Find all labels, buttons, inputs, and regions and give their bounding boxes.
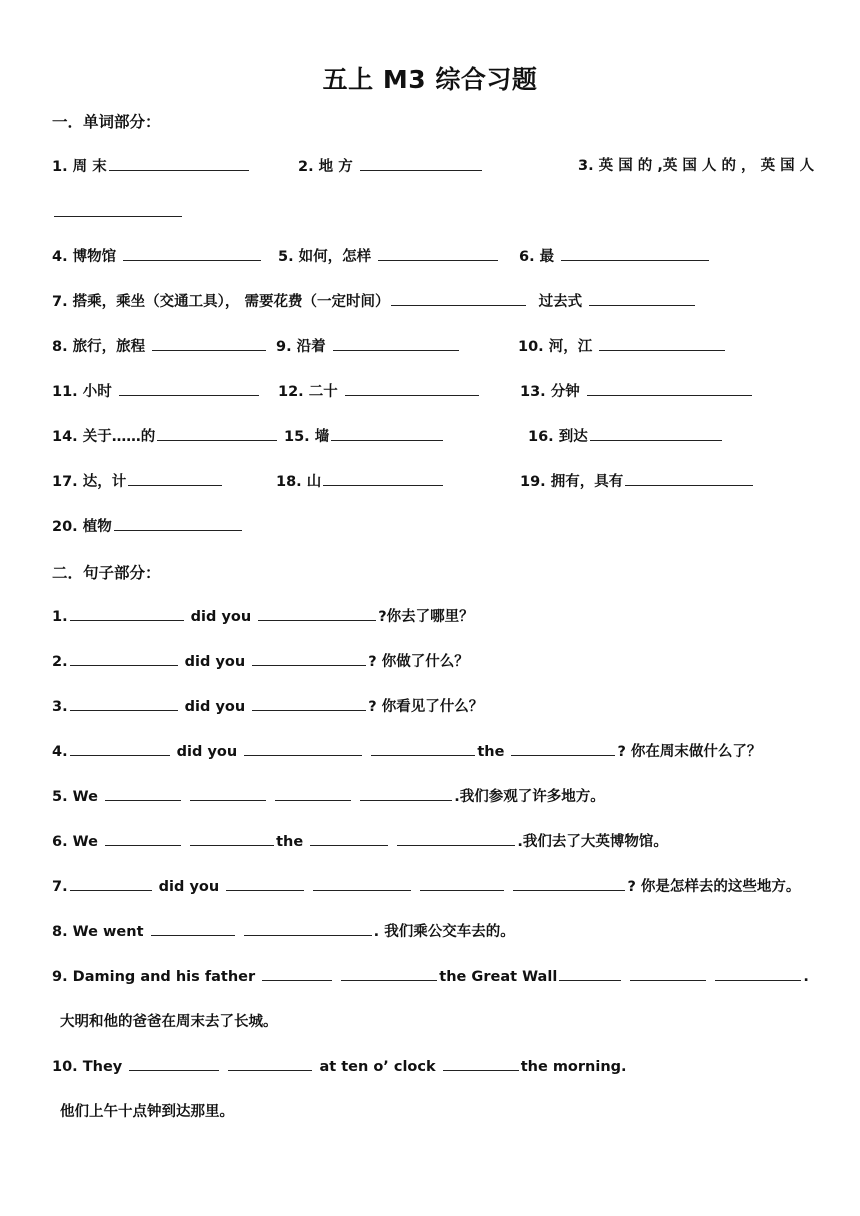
sentence-10-translation: 他们上午十点钟到达那里。 (60, 1104, 234, 1120)
answer-blank[interactable] (360, 156, 482, 171)
answer-blank[interactable] (378, 246, 498, 261)
vocab-item-20: 20. 植物 (52, 516, 244, 537)
vocab-item-3-blank (52, 202, 184, 223)
answer-blank[interactable] (511, 741, 615, 756)
answer-blank[interactable] (151, 921, 235, 936)
vocab-item-15: 15. 墙 (284, 426, 445, 447)
answer-blank[interactable] (244, 921, 372, 936)
answer-blank[interactable] (123, 246, 261, 261)
answer-blank[interactable] (561, 246, 709, 261)
page-title: 五上 M3 综合习题 (322, 65, 538, 94)
answer-blank[interactable] (157, 426, 277, 441)
vocab-item-4: 4. 博物馆 (52, 246, 263, 267)
sentence-2: 2. did you ? 你做了什么？ (52, 651, 469, 672)
answer-blank[interactable] (70, 876, 152, 891)
vocab-item-3: 3. 英 国 的 ,英 国 人 的 ， 英 国 人 (578, 158, 815, 174)
answer-blank[interactable] (587, 381, 752, 396)
answer-blank[interactable] (105, 786, 181, 801)
vocab-item-2: 2. 地 方 (298, 156, 484, 177)
answer-blank[interactable] (559, 966, 621, 981)
answer-blank[interactable] (313, 876, 411, 891)
answer-blank[interactable] (420, 876, 504, 891)
answer-blank[interactable] (70, 741, 170, 756)
answer-blank[interactable] (152, 336, 266, 351)
answer-blank[interactable] (589, 291, 695, 306)
answer-blank[interactable] (323, 471, 443, 486)
sentence-10: 10. They at ten o’ clock the morning. (52, 1056, 627, 1077)
answer-blank[interactable] (599, 336, 725, 351)
answer-blank[interactable] (371, 741, 475, 756)
answer-blank[interactable] (114, 516, 242, 531)
answer-blank[interactable] (630, 966, 706, 981)
answer-blank[interactable] (333, 336, 459, 351)
answer-blank[interactable] (190, 786, 266, 801)
section1-heading: 一．单词部分： (52, 113, 161, 131)
section2-heading: 二．句子部分： (52, 564, 161, 582)
vocab-item-13: 13. 分钟 (520, 381, 754, 402)
vocab-item-17: 17. 达，计 (52, 471, 224, 492)
vocab-item-7: 7. 搭乘，乘坐（交通工具）， 需要花费（一定时间） 过去式 (52, 291, 697, 312)
answer-blank[interactable] (331, 426, 443, 441)
answer-blank[interactable] (129, 1056, 219, 1071)
vocab-item-18: 18. 山 (276, 471, 445, 492)
vocab-item-11: 11. 小时 (52, 381, 261, 402)
answer-blank[interactable] (391, 291, 526, 306)
answer-blank[interactable] (70, 606, 184, 621)
answer-blank[interactable] (105, 831, 181, 846)
sentence-1: 1. did you ?你去了哪里？ (52, 606, 474, 627)
answer-blank[interactable] (258, 606, 376, 621)
answer-blank[interactable] (244, 741, 362, 756)
answer-blank[interactable] (252, 651, 366, 666)
answer-blank[interactable] (119, 381, 259, 396)
vocab-item-14: 14. 关于……的 (52, 426, 279, 447)
answer-blank[interactable] (341, 966, 437, 981)
answer-blank[interactable] (70, 696, 178, 711)
answer-blank[interactable] (252, 696, 366, 711)
answer-blank[interactable] (226, 876, 304, 891)
sentence-4: 4. did you the ? 你在周末做什么了？ (52, 741, 761, 762)
vocab-item-12: 12. 二十 (278, 381, 481, 402)
answer-blank[interactable] (109, 156, 249, 171)
answer-blank[interactable] (190, 831, 274, 846)
vocab-item-6: 6. 最 (519, 246, 711, 267)
vocab-item-10: 10. 河，江 (518, 336, 727, 357)
vocab-item-16: 16. 到达 (528, 426, 724, 447)
answer-blank[interactable] (715, 966, 801, 981)
sentence-9-translation: 大明和他的爸爸在周末去了长城。 (60, 1014, 278, 1030)
answer-blank[interactable] (513, 876, 625, 891)
answer-blank[interactable] (54, 202, 182, 217)
vocab-item-9: 9. 沿着 (276, 336, 461, 357)
answer-blank[interactable] (228, 1056, 312, 1071)
sentence-9: 9. Daming and his father the Great Wall . (52, 966, 809, 987)
answer-blank[interactable] (310, 831, 388, 846)
answer-blank[interactable] (128, 471, 222, 486)
answer-blank[interactable] (443, 1056, 519, 1071)
answer-blank[interactable] (625, 471, 753, 486)
answer-blank[interactable] (262, 966, 332, 981)
sentence-5: 5. We .我们参观了许多地方。 (52, 786, 605, 807)
sentence-6: 6. We the .我们去了大英博物馆。 (52, 831, 668, 852)
sentence-3: 3. did you ? 你看见了什么？ (52, 696, 483, 717)
vocab-item-19: 19. 拥有，具有 (520, 471, 755, 492)
vocab-item-1: 1. 周 末 (52, 156, 251, 177)
sentence-8: 8. We went . 我们乘公交车去的。 (52, 921, 515, 942)
vocab-item-5: 5. 如何，怎样 (278, 246, 500, 267)
sentence-7: 7. did you ? 你是怎样去的这些地方。 (52, 876, 800, 897)
answer-blank[interactable] (275, 786, 351, 801)
answer-blank[interactable] (590, 426, 722, 441)
answer-blank[interactable] (360, 786, 452, 801)
vocab-item-8: 8. 旅行，旅程 (52, 336, 268, 357)
answer-blank[interactable] (70, 651, 178, 666)
answer-blank[interactable] (345, 381, 479, 396)
answer-blank[interactable] (397, 831, 515, 846)
